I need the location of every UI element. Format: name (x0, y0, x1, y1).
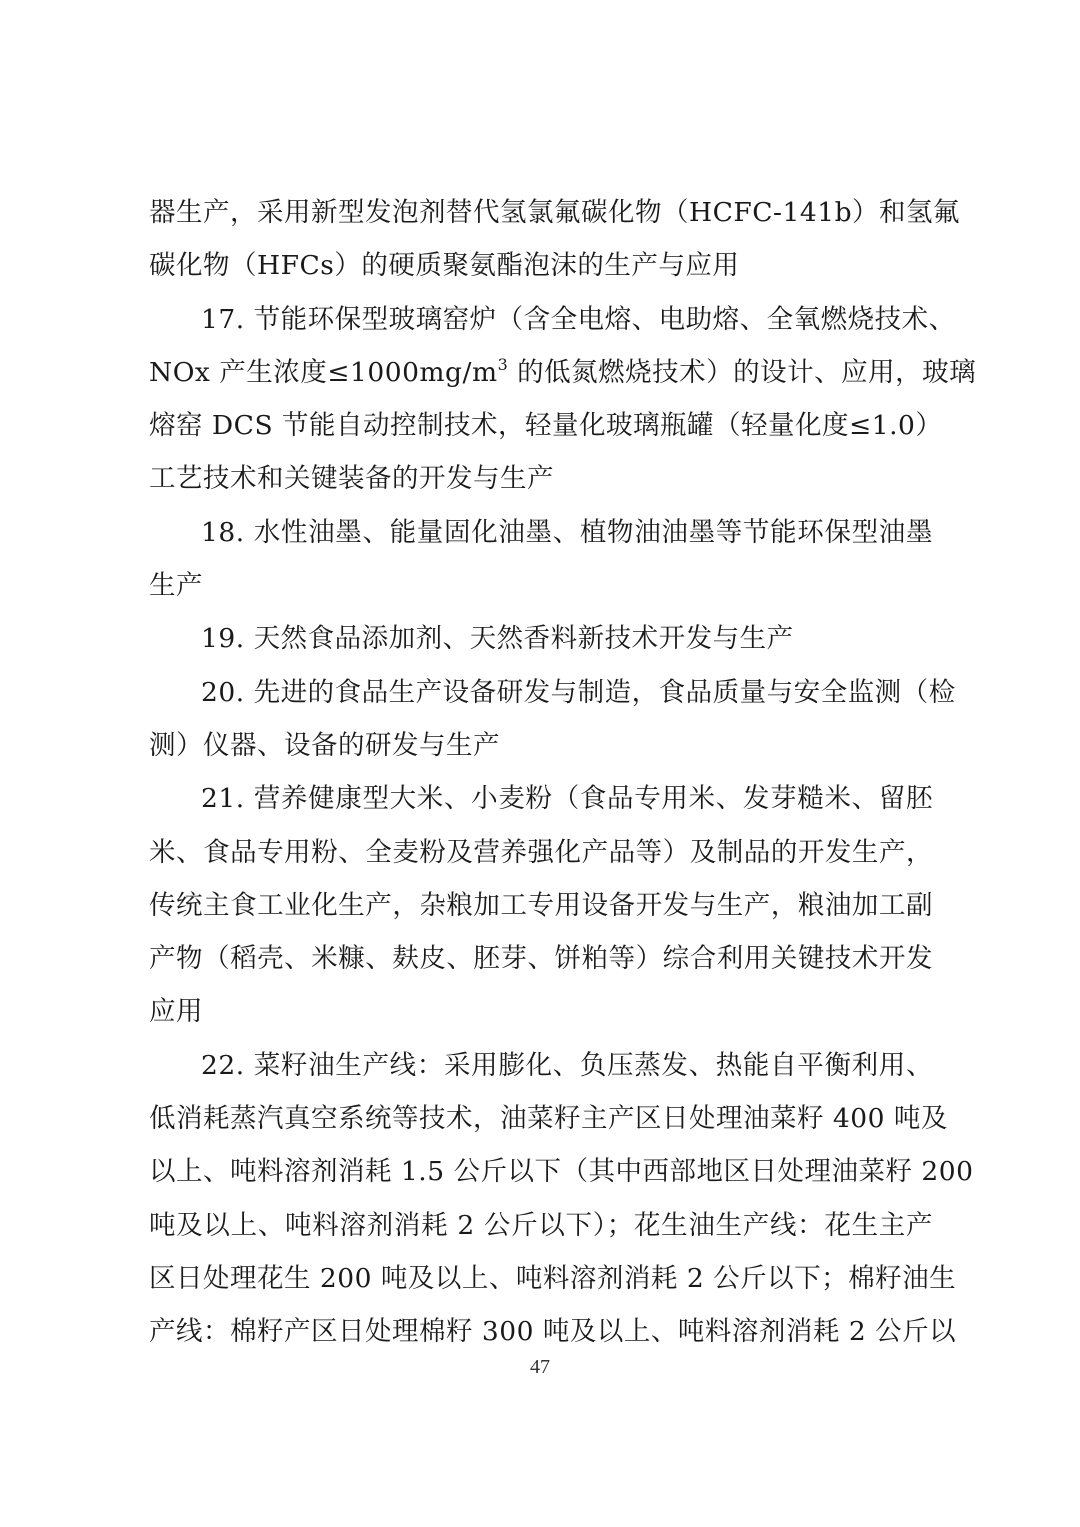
text-line: 应用 (149, 996, 203, 1028)
paragraph-19 (149, 612, 933, 665)
paragraph-21 (149, 772, 933, 1038)
text-line: 以上、吨料溶剂消耗 1.5 公斤以下（其中西部地区日处理油菜籽 200 (149, 1156, 974, 1188)
text-line: 21. 营养健康型大米、小麦粉（食品专用米、发芽糙米、留胚 (201, 783, 933, 815)
paragraph-16-continued (149, 186, 961, 293)
text-line: 工艺技术和关键装备的开发与生产 (149, 463, 554, 495)
text-line: 测）仪器、设备的研发与生产 (149, 729, 500, 761)
text-line: 19. 天然食品添加剂、天然香料新技术开发与生产 (201, 623, 794, 655)
page-number: 47 (530, 1356, 550, 1378)
text-line: 熔窑 DCS 节能自动控制技术，轻量化玻璃瓶罐（轻量化度≤1.0） (149, 410, 943, 442)
text-line: 低消耗蒸汽真空系统等技术，油菜籽主产区日处理油菜籽 400 吨及 (149, 1103, 948, 1135)
text-line: 区日处理花生 200 吨及以上、吨料溶剂消耗 2 公斤以下；棉籽油生 (149, 1262, 957, 1294)
text-line: 传统主食工业化生产，杂粮加工专用设备开发与生产，粮油加工副 (149, 889, 933, 921)
text-line-with-superscript (149, 346, 977, 399)
paragraph-17 (149, 293, 977, 506)
text-line: 22. 菜籽油生产线：采用膨化、负压蒸发、热能自平衡利用、 (201, 1049, 933, 1081)
paragraph-22 (149, 1039, 974, 1359)
text-line: 产物（稻壳、米糠、麸皮、胚芽、饼粕等）综合利用关键技术开发 (149, 943, 933, 975)
text-segment: NOx 产生浓度≤1000mg/m (149, 356, 498, 388)
document-body (149, 186, 977, 1359)
text-line: 吨及以上、吨料溶剂消耗 2 公斤以下）；花生油生产线：花生主产 (149, 1209, 933, 1241)
text-line: 碳化物（HFCs）的硬质聚氨酯泡沫的生产与应用 (149, 250, 740, 282)
text-line: 18. 水性油墨、能量固化油墨、植物油油墨等节能环保型油墨 (201, 516, 933, 548)
text-line: 生产 (149, 570, 203, 602)
paragraph-18 (149, 506, 933, 613)
text-line: 米、食品专用粉、全麦粉及营养强化产品等）及制品的开发生产， (149, 836, 933, 868)
text-segment: 的低氮燃烧技术）的设计、应用，玻璃 (508, 356, 977, 388)
text-line: 器生产，采用新型发泡剂替代氢氯氟碳化物（HCFC-141b）和氢氟 (149, 197, 961, 228)
text-line: 17. 节能环保型玻璃窑炉（含全电熔、电助熔、全氧燃烧技术、 (201, 303, 956, 335)
text-line: 20. 先进的食品生产设备研发与制造，食品质量与安全监测（检 (201, 676, 956, 708)
text-line: 产线：棉籽产区日处理棉籽 300 吨及以上、吨料溶剂消耗 2 公斤以 (149, 1316, 957, 1348)
paragraph-20 (149, 666, 956, 773)
superscript: 3 (497, 354, 509, 374)
